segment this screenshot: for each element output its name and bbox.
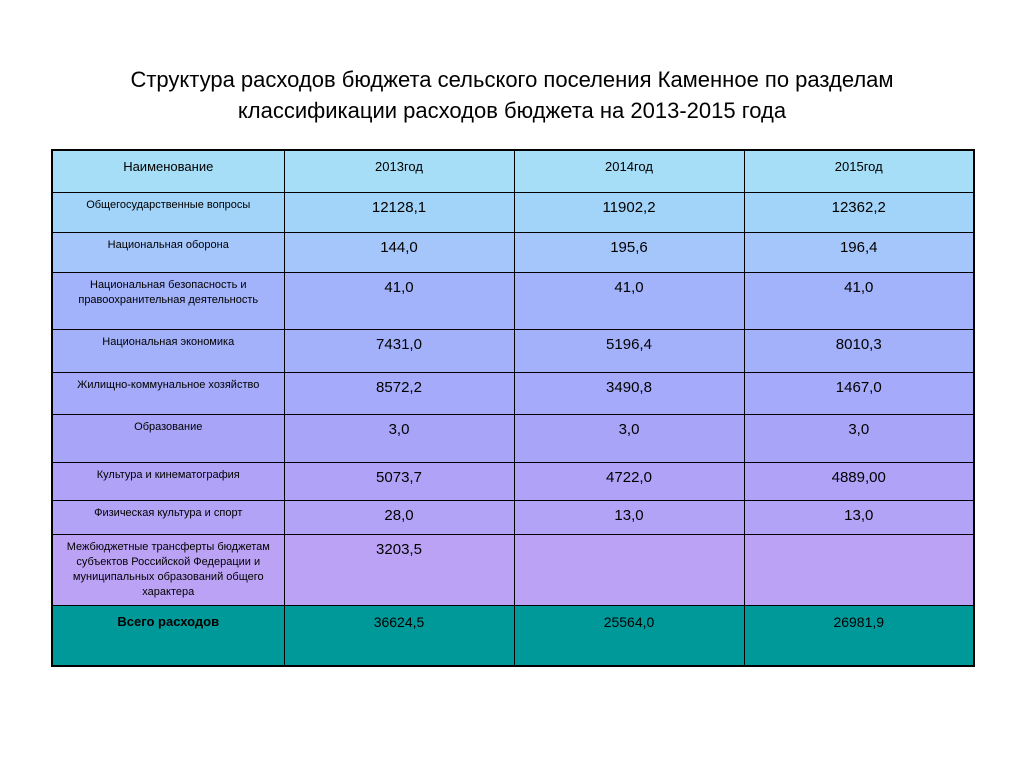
row-name-cell: Общегосударственные вопросы [52,192,284,232]
value-cell-2013: 3203,5 [284,534,514,605]
value-cell-2015: 1467,0 [744,372,974,414]
total-value-2014: 25564,0 [514,605,744,666]
total-row [52,605,974,666]
column-header-name: Наименование [52,150,284,192]
value-cell-2014: 3490,8 [514,372,744,414]
value-cell-2014 [514,534,744,605]
value-cell-2013: 144,0 [284,232,514,272]
column-header-2014: 2014год [514,150,744,192]
value-cell-2013: 7431,0 [284,329,514,372]
value-cell-2014: 13,0 [514,500,744,534]
value-cell-2013: 12128,1 [284,192,514,232]
page-title-line-2: классификации расходов бюджета на 2013-2015 года [237,98,787,123]
column-header-2015: 2015год [744,150,974,192]
table-row [52,414,974,462]
value-cell-2014: 11902,2 [514,192,744,232]
value-cell-2015: 4889,00 [744,462,974,500]
value-cell-2013: 41,0 [284,272,514,329]
table-header-row [52,150,974,192]
value-cell-2015: 41,0 [744,272,974,329]
budget-table [51,149,975,667]
table-row [52,329,974,372]
table-row [52,272,974,329]
row-name-cell: Физическая культура и спорт [52,500,284,534]
row-name-cell: Национальная оборона [52,232,284,272]
column-header-2013: 2013год [284,150,514,192]
value-cell-2013: 3,0 [284,414,514,462]
value-cell-2014: 4722,0 [514,462,744,500]
table-row [52,500,974,534]
value-cell-2014: 5196,4 [514,329,744,372]
total-value-2015: 26981,9 [744,605,974,666]
value-cell-2015 [744,534,974,605]
value-cell-2014: 195,6 [514,232,744,272]
table-row [52,192,974,232]
table-row [52,372,974,414]
value-cell-2015: 13,0 [744,500,974,534]
table-row [52,232,974,272]
page-title [40,64,984,126]
row-name-cell: Межбюджетные трансферты бюджетам субъектов Российской Федерации и муниципальных образований общего характера [52,534,284,605]
value-cell-2015: 196,4 [744,232,974,272]
value-cell-2014: 41,0 [514,272,744,329]
row-name-cell: Жилищно-коммунальное хозяйство [52,372,284,414]
value-cell-2015: 8010,3 [744,329,974,372]
value-cell-2015: 12362,2 [744,192,974,232]
table-row [52,462,974,500]
value-cell-2013: 8572,2 [284,372,514,414]
row-name-cell: Образование [52,414,284,462]
value-cell-2015: 3,0 [744,414,974,462]
row-name-cell: Национальная экономика [52,329,284,372]
row-name-cell: Национальная безопасность и правоохранительная деятельность [52,272,284,329]
row-name-cell: Культура и кинематография [52,462,284,500]
page-title-line-1: Структура расходов бюджета сельского поселения Каменное по разделам [130,67,894,92]
total-value-2013: 36624,5 [284,605,514,666]
value-cell-2013: 28,0 [284,500,514,534]
value-cell-2014: 3,0 [514,414,744,462]
table-row [52,534,974,605]
total-name-cell: Всего расходов [52,605,284,666]
value-cell-2013: 5073,7 [284,462,514,500]
